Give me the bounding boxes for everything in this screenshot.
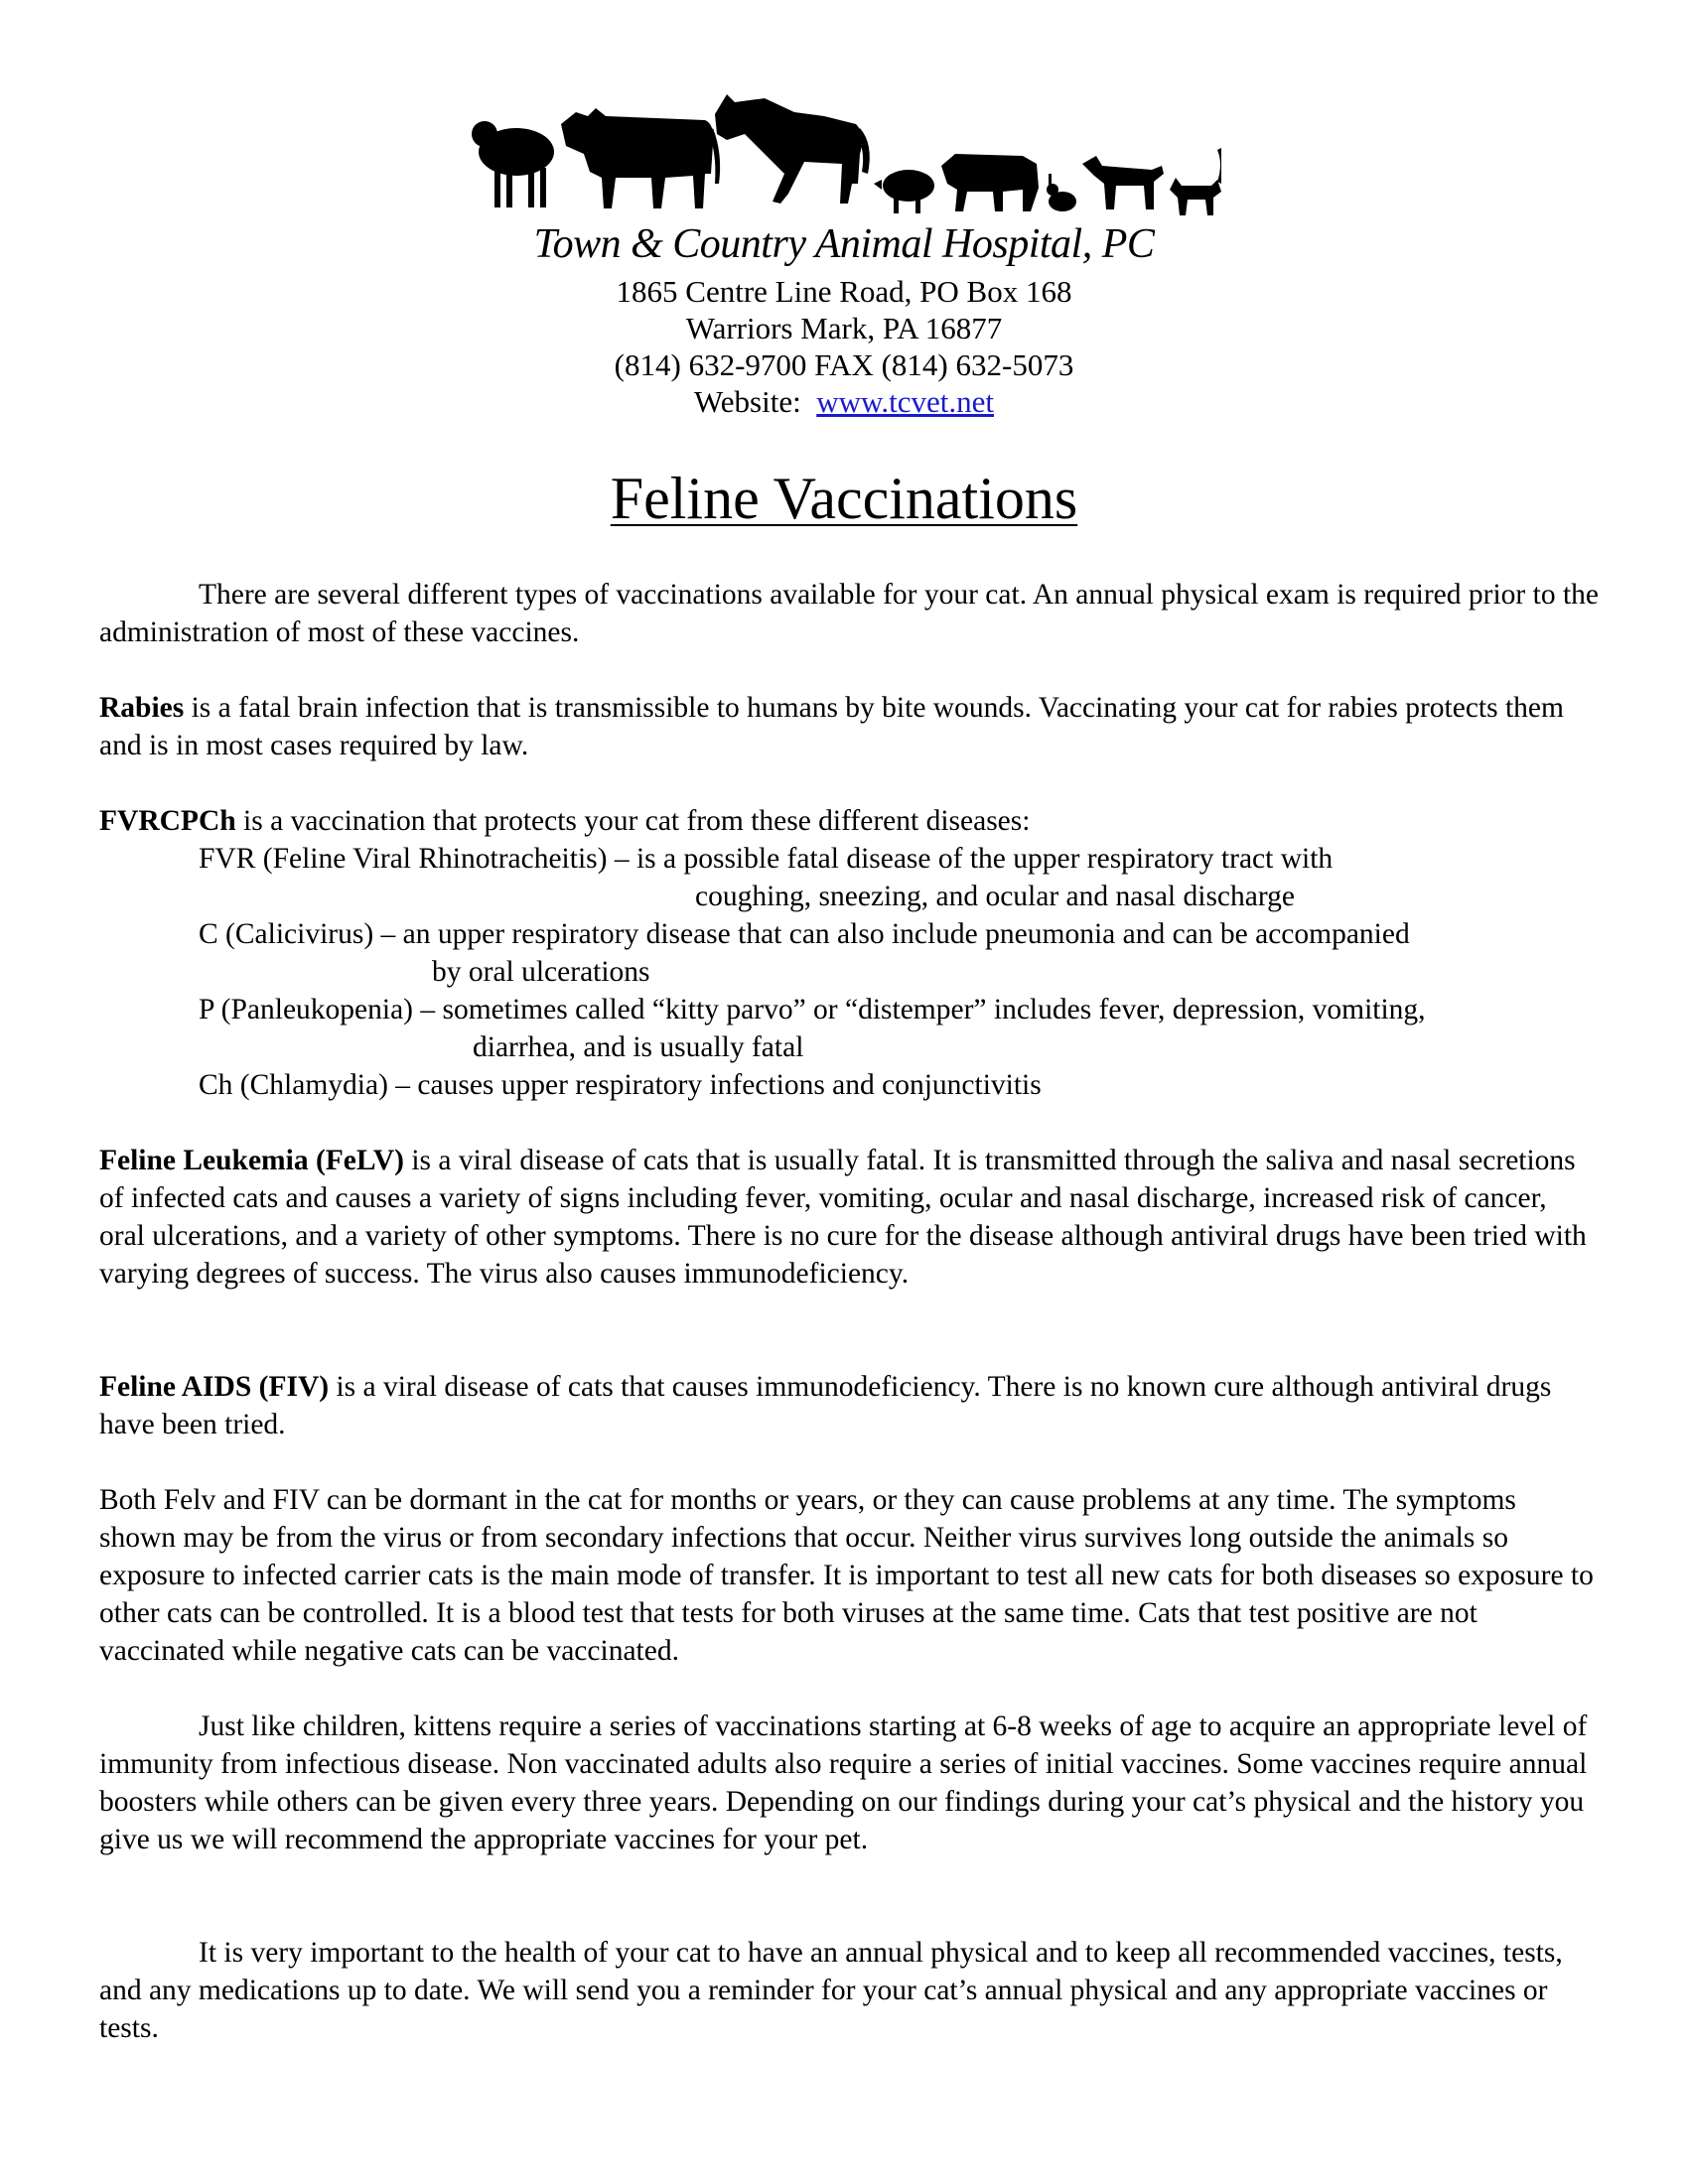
intro-paragraph: There are several different types of vaccinations available for your cat. An annual physical exam is required prior to the administration of most of these vaccines. xyxy=(99,579,1599,648)
address-line-2: Warriors Mark, PA 16877 xyxy=(685,311,1003,345)
felv-text: is a viral disease of cats that is usually fatal. It is transmitted through the saliva and nasal secretions of infected cats and causes a variety of signs including fever, vomiting, ocular and nasal discharge, increased risk of cancer, oral ulcerations, and a variety of other symptoms. There is no cure for the disease although antiviral drugs have been tried with varying degrees of success. The virus also causes immunodeficiency. xyxy=(99,1145,1587,1290)
rabies-term: Rabies xyxy=(99,692,185,724)
disease-calicivirus-line2: by oral ulcerations xyxy=(432,956,650,988)
website-link[interactable]: www.tcvet.net xyxy=(816,384,994,419)
disease-panleukopenia-line2: diarrhea, and is usually fatal xyxy=(473,1031,804,1063)
disease-chlamydia-line1: Ch (Chlamydia) – causes upper respiratory infections and conjunctivitis xyxy=(199,1069,1042,1101)
website-line xyxy=(0,384,1688,420)
felv-paragraph xyxy=(99,1142,1599,1293)
felv-term: Feline Leukemia (FeLV) xyxy=(99,1145,404,1176)
disease-panleukopenia-line1: P (Panleukopenia) – sometimes called “kitty parvo” or “distemper” includes fever, depression, vomiting, xyxy=(199,994,1426,1025)
disease-calicivirus-line1: C (Calicivirus) – an upper respiratory disease that can also include pneumonia and can be accompanied xyxy=(199,918,1410,950)
disease-fvr-line2: coughing, sneezing, and ocular and nasal discharge xyxy=(695,881,1296,912)
annual-physical-paragraph: It is very important to the health of your cat to have an annual physical and to keep all recommended vaccines, tests, and any medications up to date. We will send you a reminder for your cat’s annual physical and any appropriate vaccines or tests. xyxy=(99,1937,1563,2044)
hospital-name: Town & Country Animal Hospital, PC xyxy=(533,221,1155,267)
fvrcpch-term: FVRCPCh xyxy=(99,805,236,837)
address-line-1: 1865 Centre Line Road, PO Box 168 xyxy=(616,274,1072,309)
rabies-paragraph xyxy=(99,689,1599,764)
fiv-text: is a viral disease of cats that causes immunodeficiency. There is no known cure although antiviral drugs have been tried. xyxy=(99,1371,1552,1440)
page-title: Feline Vaccinations xyxy=(610,466,1078,531)
phone-fax: (814) 632-9700 FAX (814) 632-5073 xyxy=(614,347,1074,382)
fvrcpch-text: is a vaccination that protects your cat from these different diseases: xyxy=(235,805,1031,837)
website-label: Website: xyxy=(694,384,801,419)
fiv-term: Feline AIDS (FIV) xyxy=(99,1371,330,1403)
kittens-paragraph: Just like children, kittens require a series of vaccinations starting at 6-8 weeks of age to acquire an appropriate level of immunity from infectious disease. Non vaccinated adults also require a series of initial vaccines. Some vaccines require annual boosters while others can be given every three years. Depending on our findings during your cat’s physical and the history you give us we will recommend the appropriate vaccines for your pet. xyxy=(99,1710,1588,1855)
farm-animals-silhouette-icon xyxy=(467,94,1221,223)
fvrcpch-paragraph xyxy=(99,802,1599,840)
disease-fvr-line1: FVR (Feline Viral Rhinotracheitis) – is a possible fatal disease of the upper respiratory tract with xyxy=(199,843,1334,875)
felv-fiv-paragraph: Both Felv and FIV can be dormant in the cat for months or years, or they can cause problems at any time. The symptoms shown may be from the virus or from secondary infections that occur. Neither virus survives long outside the animals so exposure to infected carrier cats is the main mode of transfer. It is important to test all new cats for both diseases so exposure to other cats can be controlled. It is a blood test that tests for both viruses at the same time. Cats that test positive are not vaccinated while negative cats can be vaccinated. xyxy=(99,1484,1594,1667)
rabies-text: is a fatal brain infection that is transmissible to humans by bite wounds. Vaccinating your cat for rabies protects them and is in most cases required by law. xyxy=(99,692,1564,761)
fiv-paragraph xyxy=(99,1368,1599,1443)
